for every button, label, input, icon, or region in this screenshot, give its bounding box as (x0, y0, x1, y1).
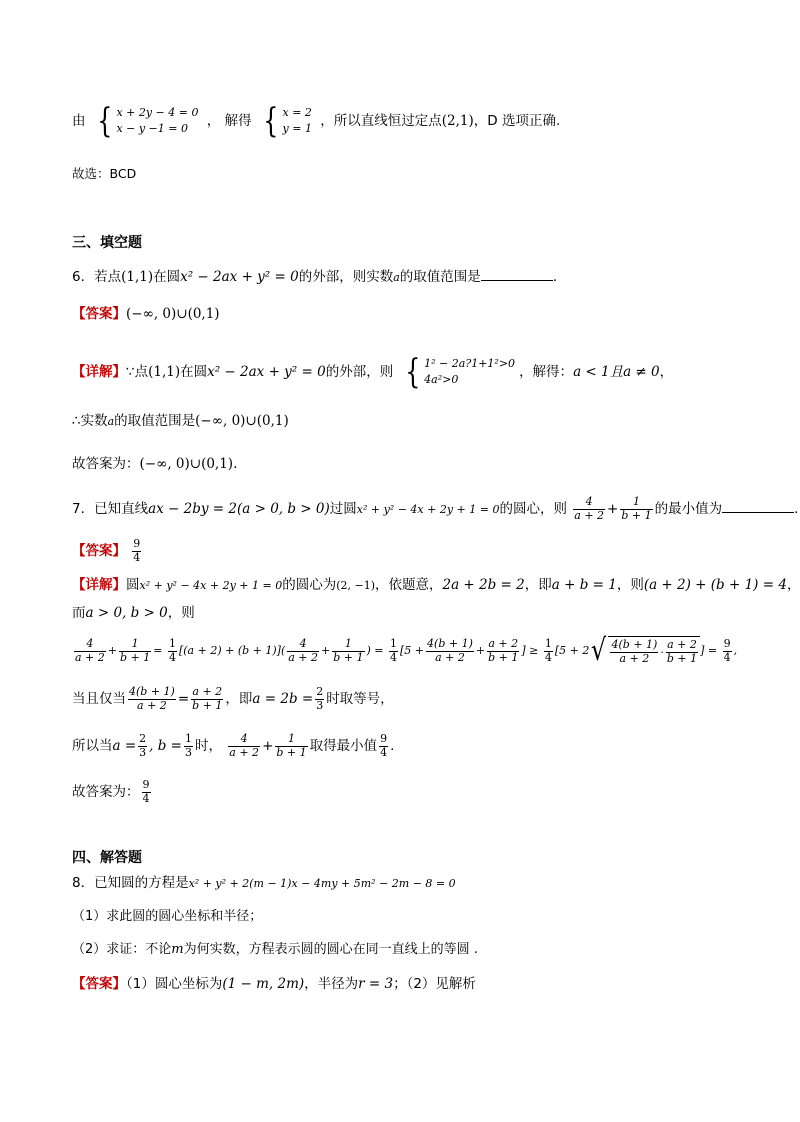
q8-stem: 8．已知圆的方程是x² + y² + 2(m − 1)x − 4my + 5m² − 2m − 8 = 0 (72, 875, 456, 891)
q6-condition-system: { 1² − 2a?1+1²>0 4a²>0 (404, 352, 516, 392)
q6-detail: 【详解】∵点(1,1)在圆x² − 2ax + y² = 0的外部，则 { 1² − 2a?1+1²>0 4a²>0 ，解得：a < 1且a ≠ 0， (72, 352, 674, 392)
q7-stem: 7．已知直线ax − 2by = 2(a > 0, b > 0)过圆x² + y² − 4x + 2y + 1 = 0的圆心，则 $\frac{4}{a + 2}$ + $\frac{1}{b + 1}$ 的最小值为 . (72, 495, 799, 522)
q5-system-line: 由 { x + 2y − 4 = 0 x − y −1 = 0 ， 解得 { x = 2 y = 1 ，所以直线恒过定点(2,1)，D 选项正确. (72, 101, 561, 141)
q6-stem: 6．若点(1,1)在圆x² − 2ax + y² = 0的外部，则实数a的取值范围是 . (72, 269, 558, 285)
q5-choice: 故选：BCD (72, 166, 137, 181)
q7-minimum: 所以当a = $\frac{2}{3}$ , b = $\frac{1}{3}$ 时， $\frac{4}{a + 2}$ + $\frac{1}{b + 1}$ 取得最小值 $\frac{9}{4}$ . (72, 732, 395, 759)
q5-system-1: { x + 2y − 4 = 0 x − y −1 = 0 (97, 101, 199, 141)
q7-inequality-chain: $\frac{4}{a + 2}$ + $\frac{1}{b + 1}$ = $\frac{1}{4}$ [(a + 2) + (b + 1)]( $\frac{4}{a + 2}$ + $\frac{1}{b + 1}$ ) = $\frac{1}{4}$ [5 + $\frac{4(b + 1)}{a + 2}$ + $\frac{a + 2}{b + 1}$ ] ≥ $\frac{1}{4}$ [5 + 2 √ $\frac{4(b + 1)}{a + 2}$ · $\frac{a + 2}{b + 1}$ ] = $\frac{9}{4}$ , (75, 633, 738, 668)
q6-range: ∴实数a的取值范围是(−∞, 0)∪(0,1) (72, 413, 289, 429)
q7-answer: 【答案】 $\frac{9}{4}$ (72, 537, 141, 564)
q8-part-1: （1）求此圆的圆心坐标和半径； (72, 909, 263, 924)
q7-answer-blank (722, 500, 794, 513)
section-4-title: 四、解答题 (72, 850, 142, 866)
q8-part-2: （2）求证：不论m为何实数，方程表示圆的圆心在同一直线上的等圆 . (72, 942, 478, 957)
q5-system-2: { x = 2 y = 1 (263, 101, 312, 141)
q8-answer: 【答案】（1）圆心坐标为(1 − m, 2m)，半径为r = 3；（2）见解析 (72, 976, 476, 992)
q6-answer: 【答案】(−∞, 0)∪(0,1) (72, 306, 220, 322)
q7-detail-1: 【详解】圆x² + y² − 4x + 2y + 1 = 0的圆心为(2, −1)，依题意，2a + 2b = 2，即a + b = 1，则(a + 2) + (b + 1) = 4， (72, 577, 800, 593)
q6-final: 故答案为：(−∞, 0)∪(0,1). (72, 456, 238, 472)
q6-answer-blank (481, 268, 553, 281)
q7-detail-2: 而a > 0, b > 0，则 (72, 605, 195, 621)
section-3-title: 三、填空题 (72, 235, 142, 251)
q7-equality-condition: 当且仅当 $\frac{4(b + 1)}{a + 2}$ = $\frac{a + 2}{b + 1}$ ，即a = 2b = $\frac{2}{3}$ 时取等号， (72, 685, 394, 712)
q7-final: 故答案为： $\frac{9}{4}$ (72, 778, 150, 805)
